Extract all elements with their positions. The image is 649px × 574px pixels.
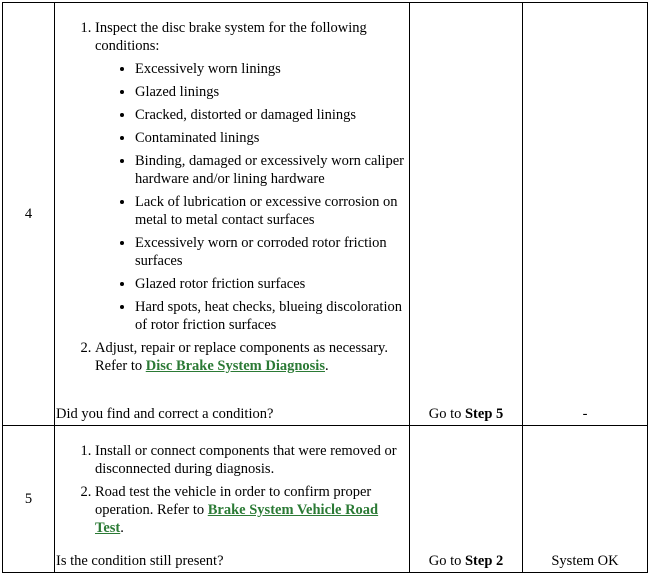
condition-item: • Binding, damaged or excessively worn caliper hardware and/or lining hardware [135, 152, 409, 188]
yes-prefix: Go to [428, 553, 465, 569]
condition-list [95, 60, 409, 334]
yes-cell [410, 426, 523, 573]
action-text: Road test the vehicle in order to confirm proper operation. Refer to [95, 484, 372, 518]
disc-brake-diagnosis-link[interactable]: Disc Brake System Diagnosis [145, 358, 325, 374]
road-test-link[interactable]: Brake System Vehicle Road Test [95, 502, 379, 536]
no-cell: - [523, 3, 648, 426]
action-text: Inspect the disc brake system for the following conditions: [95, 20, 367, 54]
table-row-step-4 [3, 3, 648, 426]
yes-step-link: Step 2 [464, 553, 504, 569]
table-row-step-5 [3, 426, 648, 573]
punctuation: . [120, 520, 124, 536]
question-text: Did you find and correct a condition? [56, 406, 274, 422]
action-list [55, 3, 409, 375]
yes-step-link: Step 5 [464, 406, 504, 422]
action-item: 1. Install or connect components that were removed or disconnected during diagnosis. [95, 442, 409, 478]
yes-cell [410, 3, 523, 426]
action-item [95, 19, 409, 334]
condition-item: • Excessively worn or corroded rotor friction surfaces [135, 234, 409, 270]
condition-item: • Excessively worn linings [135, 60, 409, 78]
action-cell [55, 3, 410, 426]
action-item [95, 483, 409, 537]
step-number: 5 [3, 426, 55, 573]
condition-item: • Lack of lubrication or excessive corrosion on metal to metal contact surfaces [135, 193, 409, 229]
no-cell: System OK [523, 426, 648, 573]
action-list [55, 426, 409, 537]
punctuation: . [324, 358, 329, 374]
condition-item: • Cracked, distorted or damaged linings [135, 106, 409, 124]
action-cell [55, 426, 410, 573]
condition-item: • Glazed linings [135, 83, 409, 101]
action-item [95, 339, 409, 375]
condition-item: • Contaminated linings [135, 129, 409, 147]
action-text: Adjust, repair or replace components as necessary. Refer to [95, 340, 388, 374]
yes-prefix: Go to [428, 406, 465, 422]
diagnostic-table [2, 2, 648, 573]
condition-item: • Hard spots, heat checks, blueing discoloration of rotor friction surfaces [135, 298, 409, 334]
condition-item: • Glazed rotor friction surfaces [135, 275, 409, 293]
step-number: 4 [3, 3, 55, 426]
question-text: Is the condition still present? [56, 553, 224, 569]
